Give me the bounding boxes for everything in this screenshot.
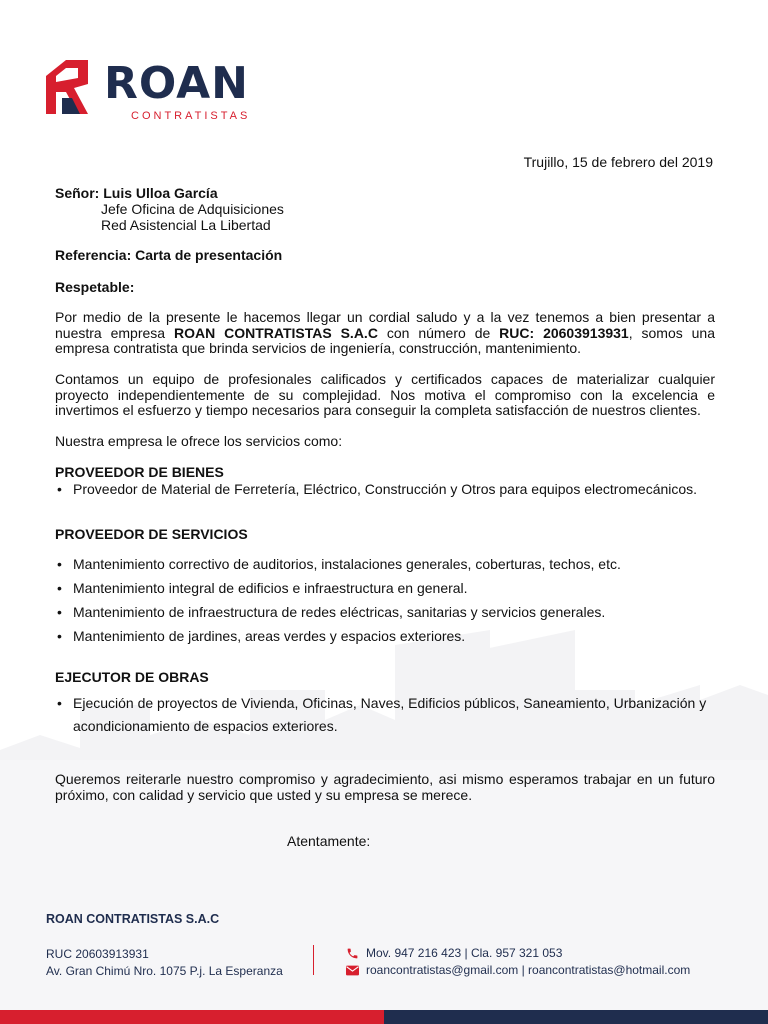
closing-paragraph: Queremos reiterarle nuestro compromiso y agradecimiento, asi mismo esperamos trabajar en un futuro próximo, con calidad y servicio que usted y su empresa se merece. <box>55 771 715 803</box>
footer-bar-red <box>0 1010 384 1024</box>
recipient-organization: Red Asistencial La Libertad <box>101 217 271 233</box>
email-addresses: roancontratistas@gmail.com | roancontratistas@hotmail.com <box>366 963 691 977</box>
services-intro: Nuestra empresa le ofrece los servicios como: <box>55 433 343 449</box>
signoff: Atentamente: <box>287 833 371 849</box>
intro-text: con número de <box>377 324 500 341</box>
letter-date: Trujillo, 15 de febrero del 2019 <box>523 154 713 170</box>
section-title: EJECUTOR DE OBRAS <box>55 669 209 685</box>
services-list <box>55 552 621 648</box>
intro-paragraph <box>55 310 715 357</box>
section-title: PROVEEDOR DE BIENES <box>55 464 224 480</box>
recipient-name: Señor: Luis Ulloa García <box>55 185 218 201</box>
team-paragraph: Contamos un equipo de profesionales calificados y certificados capaces de materializar cualquier proyecto independientemente de su complejidad. Nos motiva el compromiso con la excelencia e invertimos el esfuerzo y tiempo necesarios para conseguir la completa satisfacción de nuestros clientes. <box>55 371 715 418</box>
letter-reference: Referencia: Carta de presentación <box>55 247 283 263</box>
company-name: ROAN CONTRATISTAS S.A.C <box>173 324 378 341</box>
footer-divider <box>313 945 314 975</box>
list-item: • Ejecución de proyectos de Vivienda, Oficinas, Naves, Edificios públicos, Saneamiento, Urbanización y acondicionamiento de espacios exteriores. <box>55 692 715 738</box>
works-list <box>55 692 715 738</box>
recipient-position: Jefe Oficina de Adquisiciones <box>101 201 284 217</box>
company-ruc: RUC: 20603913931 <box>499 324 629 341</box>
section-title: PROVEEDOR DE SERVICIOS <box>55 526 248 542</box>
mail-icon <box>346 965 359 976</box>
footer-ruc <box>46 947 149 961</box>
letter-greeting: Respetable: <box>55 279 135 295</box>
phone-numbers: Mov. 947 216 423 | Cla. 957 321 053 <box>366 946 563 960</box>
footer-bar-navy <box>384 1010 768 1024</box>
intro-text: Por medio de la presente le hacemos llegar un cordial saludo y a la vez tenemos a bien presentar a nuestra empresa <box>55 309 715 341</box>
footer-company: ROAN CONTRATISTAS S.A.C <box>46 912 220 926</box>
footer-phones <box>346 946 562 960</box>
phone-icon <box>346 947 359 960</box>
list-item: • Mantenimiento de jardines, areas verdes y espacios exteriores. <box>55 624 621 648</box>
intro-text: , somos una empresa contratista que brinda servicios de ingeniería, construcción, mantenimiento. <box>55 324 716 356</box>
list-item: • Proveedor de Material de Ferretería, Eléctrico, Construcción y Otros para equipos electromecánicos. <box>55 482 697 498</box>
ruc-label: RUC <box>46 947 72 961</box>
goods-list <box>55 482 697 498</box>
ruc-value: 20603913931 <box>75 947 149 961</box>
footer-address: Av. Gran Chimú Nro. 1075 P.j. La Esperanza <box>46 964 283 978</box>
brand-tagline: CONTRATISTAS <box>131 110 251 122</box>
footer-emails <box>346 963 690 977</box>
brand-logo-icon <box>44 58 94 114</box>
list-item: • Mantenimiento correctivo de auditorios, instalaciones generales, coberturas, techos, etc. <box>55 552 621 576</box>
list-item: • Mantenimiento integral de edificios e infraestructura en general. <box>55 576 621 600</box>
brand-name: ROAN <box>104 58 249 109</box>
list-item: • Mantenimiento de infraestructura de redes eléctricas, sanitarias y servicios generales. <box>55 600 621 624</box>
